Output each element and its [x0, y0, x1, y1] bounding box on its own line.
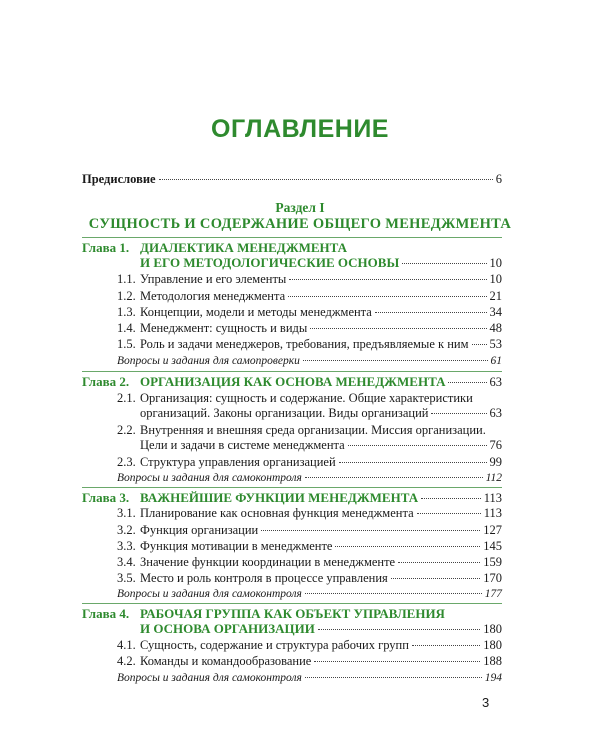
section-number: Раздел I [275, 200, 325, 215]
item-page: 76 [489, 438, 502, 452]
questions-page: 61 [490, 355, 502, 367]
chapter-1-title-line1: ДИАЛЕКТИКА МЕНЕДЖМЕНТА [140, 240, 348, 255]
item-text: Управление и его элементы [140, 272, 287, 286]
section-title: СУЩНОСТЬ И СОДЕРЖАНИЕ ОБЩЕГО МЕНЕДЖМЕНТА [88, 216, 512, 232]
chapter-4-divider [82, 603, 502, 604]
chapter-3-questions[interactable] [117, 587, 502, 602]
preface-label: Предисловие [82, 172, 156, 186]
chapter-2-questions[interactable] [117, 471, 502, 486]
toc-item-2-1[interactable] [140, 406, 502, 421]
questions-text: Вопросы и задания для самоконтроля [117, 472, 302, 484]
item-3-5-num: 3.5. [117, 571, 136, 585]
chapter-1-title-line2: И ЕГО МЕТОДОЛОГИЧЕСКИЕ ОСНОВЫ [140, 255, 400, 270]
item-text: Команды и командообразование [140, 654, 312, 668]
item-page: 48 [489, 321, 502, 335]
preface-page: 6 [495, 172, 502, 186]
chapter-3-page: 113 [483, 491, 502, 505]
item-page: 21 [489, 289, 502, 303]
chapter-1-page: 10 [489, 256, 502, 270]
chapter-4-title-line2: И ОСНОВА ОРГАНИЗАЦИИ [140, 621, 315, 636]
item-text: Функция организации [140, 523, 259, 537]
questions-page: 194 [484, 672, 502, 684]
chapter-1-questions[interactable] [117, 354, 502, 369]
item-1-3-num: 1.3. [117, 305, 136, 319]
item-text: Функция мотивации в менеджменте [140, 539, 333, 553]
item-4-1-num: 4.1. [117, 638, 136, 652]
item-1-5-num: 1.5. [117, 337, 136, 351]
questions-page: 112 [485, 472, 502, 484]
chapter-2-divider [82, 371, 502, 372]
toc-item-1-2[interactable] [140, 289, 502, 304]
questions-text: Вопросы и задания для самоконтроля [117, 588, 302, 600]
toc-item-1-5[interactable] [140, 337, 502, 352]
item-page: 63 [489, 406, 502, 420]
toc-item-4-1[interactable] [140, 638, 502, 653]
item-2-1-num: 2.1. [117, 391, 136, 405]
toc-item-2-3[interactable] [140, 455, 502, 470]
questions-page: 177 [484, 588, 502, 600]
toc-item-3-1[interactable] [140, 506, 502, 521]
item-text: Структура управления организацией [140, 455, 336, 469]
chapter-4-title-line1: РАБОЧАЯ ГРУППА КАК ОБЪЕКТ УПРАВЛЕНИЯ [140, 606, 445, 621]
item-page: 10 [489, 272, 502, 286]
toc-item-3-4[interactable] [140, 555, 502, 570]
chapter-1-entry[interactable] [140, 255, 502, 271]
chapter-3-divider [82, 487, 502, 488]
item-2-1-line1: Организация: сущность и содержание. Общие характеристики [140, 391, 473, 405]
item-3-1-num: 3.1. [117, 506, 136, 520]
toc-item-1-1[interactable] [140, 272, 502, 287]
chapter-4-questions[interactable] [117, 671, 502, 686]
item-page: 113 [483, 506, 502, 520]
item-text: Место и роль контроля в процессе управления [140, 571, 388, 585]
item-page: 53 [489, 337, 502, 351]
item-3-4-num: 3.4. [117, 555, 136, 569]
toc-preface[interactable] [82, 172, 502, 187]
chapter-2-title: ОРГАНИЗАЦИЯ КАК ОСНОВА МЕНЕДЖМЕНТА [140, 374, 446, 389]
item-page: 188 [483, 654, 502, 668]
item-3-2-num: 3.2. [117, 523, 136, 537]
toc-item-3-3[interactable] [140, 539, 502, 554]
item-page: 159 [483, 555, 502, 569]
item-3-3-num: 3.3. [117, 539, 136, 553]
questions-text: Вопросы и задания для самопроверки [117, 355, 300, 367]
item-text: Значение функции координации в менеджменте [140, 555, 396, 569]
item-page: 180 [483, 638, 502, 652]
page-number: 3 [482, 695, 490, 710]
chapter-2-label: Глава 2. [82, 374, 130, 389]
item-page: 170 [483, 571, 502, 585]
chapter-3-entry[interactable] [140, 490, 502, 506]
chapter-4-page: 180 [483, 622, 502, 636]
item-text: Цели и задачи в системе менеджмента [140, 438, 345, 452]
questions-text: Вопросы и задания для самоконтроля [117, 672, 302, 684]
item-page: 127 [483, 523, 502, 537]
chapter-3-title: ВАЖНЕЙШИЕ ФУНКЦИИ МЕНЕДЖМЕНТА [140, 490, 419, 505]
item-2-2-num: 2.2. [117, 423, 136, 437]
item-text: Концепции, модели и методы менеджмента [140, 305, 372, 319]
item-text: Роль и задачи менеджеров, требования, предъявляемые к ним [140, 337, 469, 351]
chapter-1-divider [82, 237, 502, 238]
item-text: организаций. Законы организации. Виды организаций [140, 406, 429, 420]
toc-item-1-4[interactable] [140, 321, 502, 336]
item-1-2-num: 1.2. [117, 289, 136, 303]
item-1-4-num: 1.4. [117, 321, 136, 335]
item-text: Планирование как основная функция менеджмента [140, 506, 414, 520]
chapter-2-page: 63 [489, 375, 502, 389]
chapter-4-label: Глава 4. [82, 606, 130, 621]
toc-item-4-2[interactable] [140, 654, 502, 669]
toc-item-3-5[interactable] [140, 571, 502, 586]
item-text: Сущность, содержание и структура рабочих групп [140, 638, 409, 652]
chapter-2-entry[interactable] [140, 374, 502, 390]
page-title: ОГЛАВЛЕНИЕ [211, 115, 389, 143]
chapter-1-label: Глава 1. [82, 240, 130, 255]
item-2-3-num: 2.3. [117, 455, 136, 469]
toc-item-1-3[interactable] [140, 305, 502, 320]
item-2-2-line1: Внутренняя и внешняя среда организации. Миссия организации. [140, 423, 486, 437]
chapter-4-entry[interactable] [140, 621, 502, 637]
item-text: Методология менеджмента [140, 289, 286, 303]
item-page: 99 [489, 455, 502, 469]
item-text: Менеджмент: сущность и виды [140, 321, 308, 335]
chapter-3-label: Глава 3. [82, 490, 130, 505]
toc-item-3-2[interactable] [140, 523, 502, 538]
toc-item-2-2[interactable] [140, 438, 502, 453]
item-page: 145 [483, 539, 502, 553]
item-1-1-num: 1.1. [117, 272, 136, 286]
item-page: 34 [489, 305, 502, 319]
item-4-2-num: 4.2. [117, 654, 136, 668]
